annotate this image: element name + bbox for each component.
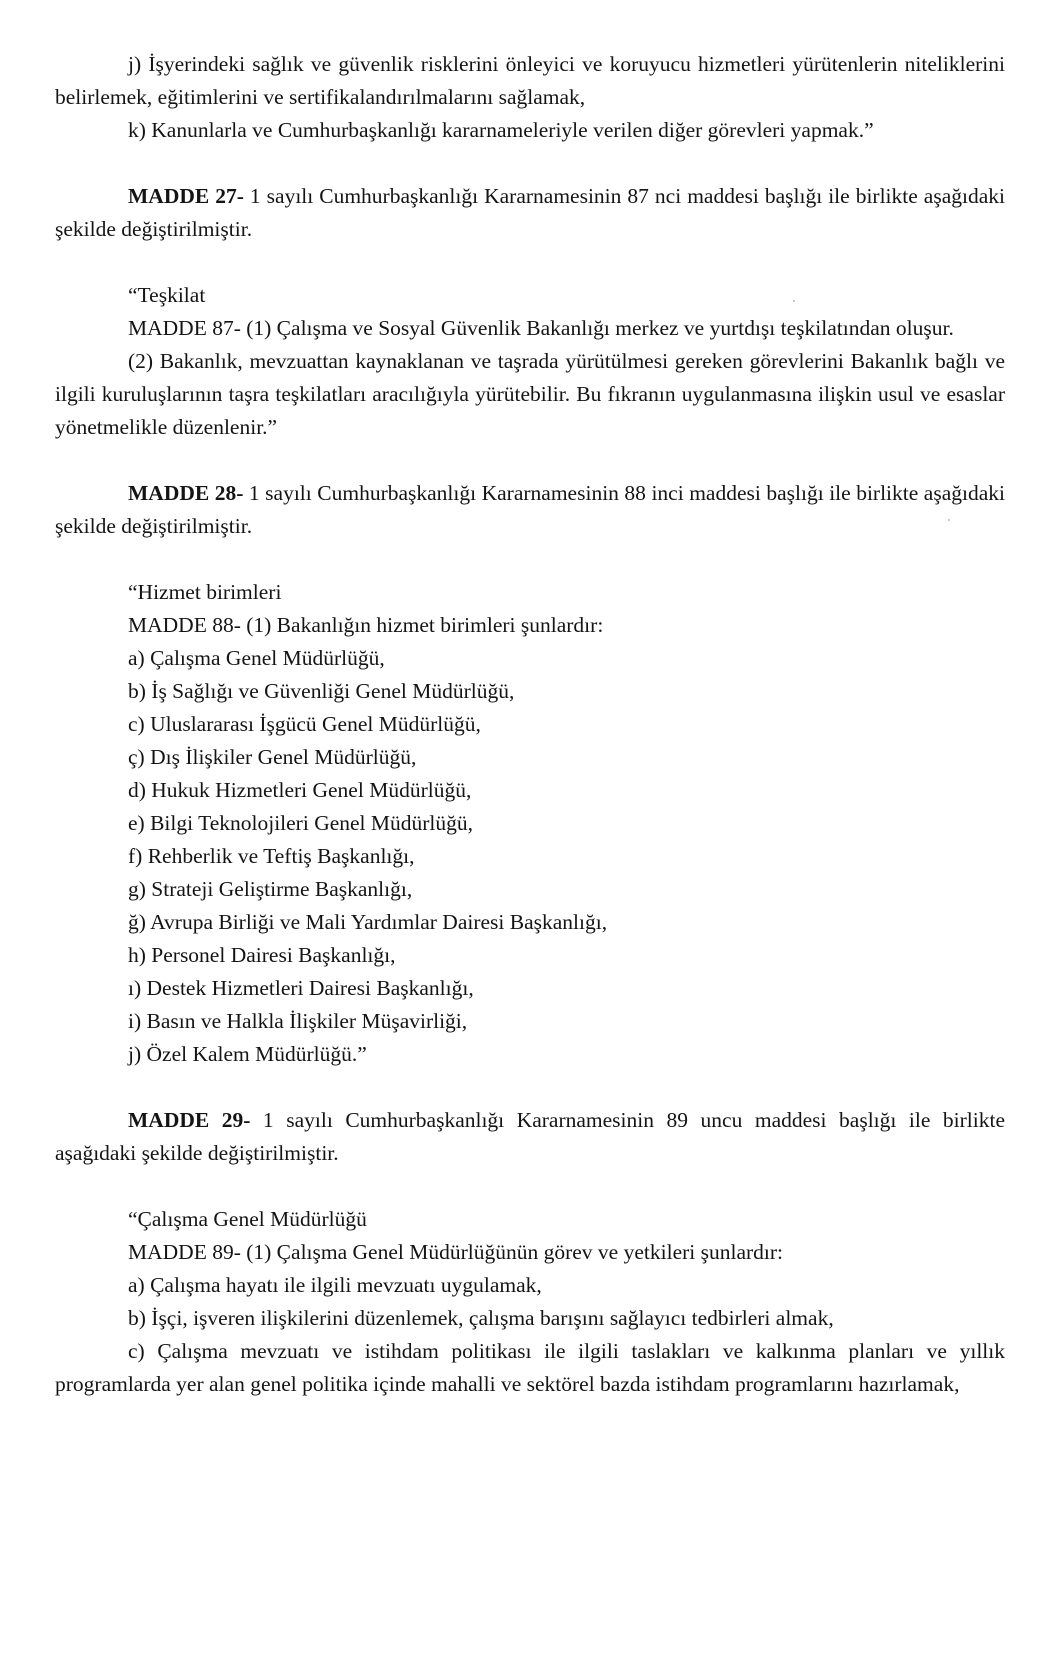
madde-89-item-b: b) İşçi, işveren ilişkilerini düzenlemek, çalışma barışını sağlayıcı tedbirleri almak, — [128, 1306, 834, 1330]
madde-27-paragraph — [55, 180, 1005, 246]
madde-29-text: 1 sayılı Cumhurbaşkanlığı Kararnamesinin 89 uncu maddesi başlığı ile birlikte aşağıdaki şekilde değiştirilmiştir. — [55, 1108, 1005, 1165]
madde-28-paragraph — [55, 477, 1005, 543]
list-item: g) Strateji Geliştirme Başkanlığı, — [128, 877, 413, 901]
list-item: b) İş Sağlığı ve Güvenliği Genel Müdürlüğü, — [128, 679, 515, 703]
intro-item-j: j) İşyerindeki sağlık ve güvenlik risklerini önleyici ve koruyucu hizmetleri yürütenlerin niteliklerini belirlemek, eğitimlerini ve sertifikalandırılmalarını sağlamak, — [55, 52, 1005, 109]
madde-29-paragraph — [55, 1104, 1005, 1170]
madde-88-title: “Hizmet birimleri — [128, 580, 282, 604]
list-item: f) Rehberlik ve Teftiş Başkanlığı, — [128, 844, 415, 868]
madde-27-label: MADDE 27- — [128, 184, 244, 208]
list-item: a) Çalışma Genel Müdürlüğü, — [128, 646, 385, 670]
intro-item-k: k) Kanunlarla ve Cumhurbaşkanlığı kararnameleriyle verilen diğer görevleri yapmak.” — [128, 118, 874, 142]
list-item: j) Özel Kalem Müdürlüğü.” — [128, 1042, 367, 1066]
madde-28-label: MADDE 28- — [128, 481, 244, 505]
madde-88-lead: MADDE 88- (1) Bakanlığın hizmet birimleri şunlardır: — [128, 613, 604, 637]
list-item: e) Bilgi Teknolojileri Genel Müdürlüğü, — [128, 811, 474, 835]
madde-87-title: “Teşkilat — [128, 283, 206, 307]
spacer — [55, 246, 1005, 279]
document-page — [55, 48, 1005, 1401]
madde-28-text: 1 sayılı Cumhurbaşkanlığı Kararnamesinin 88 inci maddesi başlığı ile birlikte aşağıdaki şekilde değiştirilmiştir. — [55, 481, 1005, 538]
spacer — [55, 444, 1005, 477]
spacer — [55, 1071, 1005, 1104]
madde-87-para-1: MADDE 87- (1) Çalışma ve Sosyal Güvenlik Bakanlığı merkez ve yurtdışı teşkilatından oluşur. — [128, 316, 954, 340]
madde-89-item-c: c) Çalışma mevzuatı ve istihdam politikası ile ilgili taslakları ve kalkınma planları ve yıllık programlarda yer alan genel politika içinde mahalli ve sektörel bazda istihdam programlarını hazırlamak, — [55, 1339, 1005, 1396]
madde-89-title: “Çalışma Genel Müdürlüğü — [128, 1207, 367, 1231]
list-item: ğ) Avrupa Birliği ve Mali Yardımlar Dairesi Başkanlığı, — [128, 910, 608, 934]
list-item: ı) Destek Hizmetleri Dairesi Başkanlığı, — [128, 976, 474, 1000]
madde-87-para-2: (2) Bakanlık, mevzuattan kaynaklanan ve taşrada yürütülmesi gereken görevlerini Bakanlık bağlı ve ilgili kuruluşlarının taşra teşkilatları aracılığıyla yürütebilir. Bu fıkranın uygulanmasına ilişkin usul ve esaslar yönetmelikle düzenlenir.” — [55, 349, 1005, 439]
scan-speck — [948, 519, 950, 521]
spacer — [55, 543, 1005, 576]
madde-89-item-a: a) Çalışma hayatı ile ilgili mevzuatı uygulamak, — [128, 1273, 542, 1297]
list-item: d) Hukuk Hizmetleri Genel Müdürlüğü, — [128, 778, 472, 802]
scan-speck — [793, 300, 795, 302]
list-item: h) Personel Dairesi Başkanlığı, — [128, 943, 396, 967]
madde-29-label: MADDE 29- — [128, 1108, 251, 1132]
spacer — [55, 147, 1005, 180]
list-item: i) Basın ve Halkla İlişkiler Müşavirliği, — [128, 1009, 468, 1033]
spacer — [55, 1170, 1005, 1203]
madde-89-lead: MADDE 89- (1) Çalışma Genel Müdürlüğünün görev ve yetkileri şunlardır: — [128, 1240, 784, 1264]
madde-27-text: 1 sayılı Cumhurbaşkanlığı Kararnamesinin 87 nci maddesi başlığı ile birlikte aşağıdaki şekilde değiştirilmiştir. — [55, 184, 1005, 241]
list-item: c) Uluslararası İşgücü Genel Müdürlüğü, — [128, 712, 481, 736]
list-item: ç) Dış İlişkiler Genel Müdürlüğü, — [128, 745, 417, 769]
